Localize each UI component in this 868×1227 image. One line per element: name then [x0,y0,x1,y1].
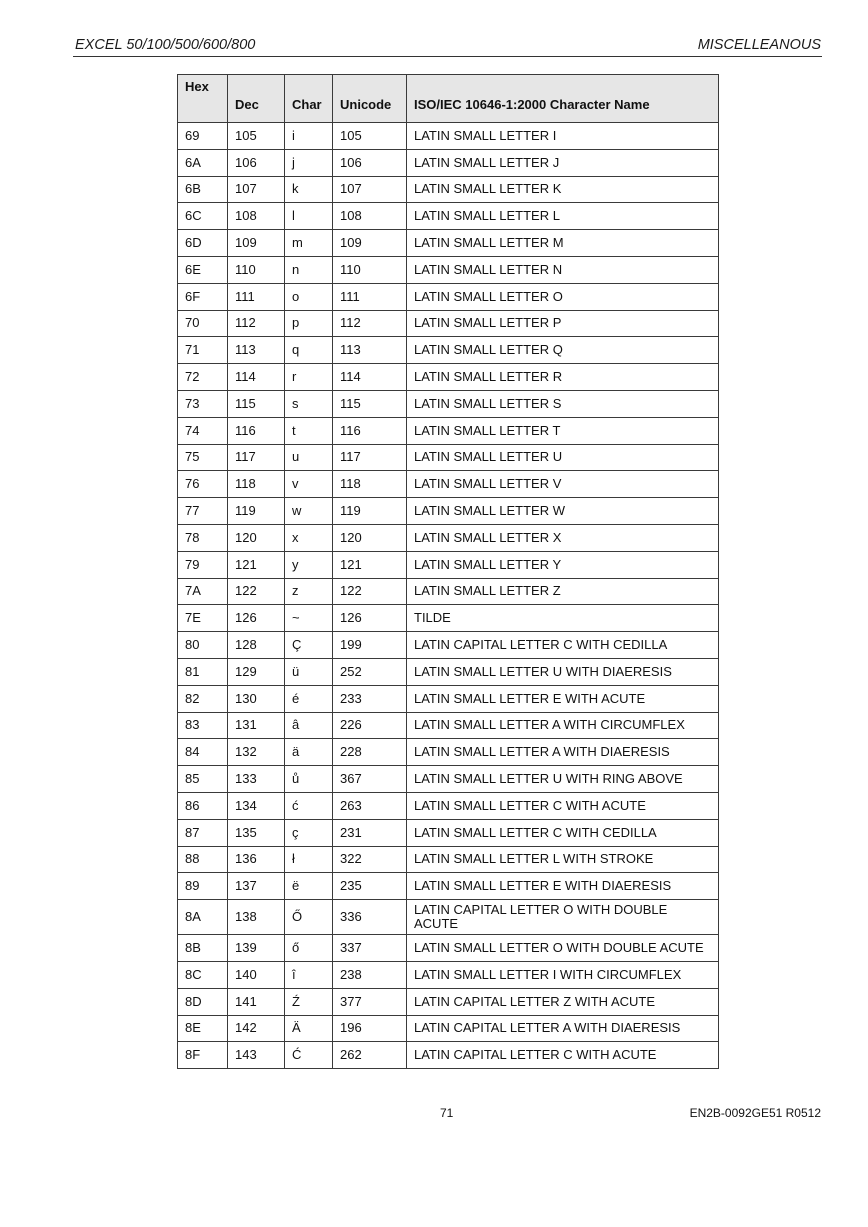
cell-hex: 6B [178,176,228,203]
cell-dec: 112 [228,310,285,337]
table-row [178,846,719,873]
cell-dec: 143 [228,1042,285,1069]
cell-name: LATIN SMALL LETTER E WITH ACUTE [407,685,719,712]
cell-unicode: 367 [333,766,407,793]
cell-hex: 80 [178,632,228,659]
table-row [178,310,719,337]
cell-name: LATIN SMALL LETTER Q [407,337,719,364]
document-id: EN2B-0092GE51 R0512 [689,1106,821,1120]
header-section-title: MISCELLEANOUS [697,37,821,53]
cell-char: â [285,712,333,739]
cell-unicode: 199 [333,632,407,659]
cell-unicode: 105 [333,123,407,150]
cell-name: LATIN SMALL LETTER Y [407,551,719,578]
cell-name: LATIN SMALL LETTER X [407,524,719,551]
column-header-dec: Dec [228,75,285,123]
cell-hex: 77 [178,498,228,525]
cell-char: j [285,149,333,176]
table-row [178,578,719,605]
cell-name: LATIN CAPITAL LETTER O WITH DOUBLE ACUTE [407,900,719,935]
cell-unicode: 196 [333,1015,407,1042]
cell-char: v [285,471,333,498]
cell-hex: 6C [178,203,228,230]
cell-name: LATIN CAPITAL LETTER C WITH CEDILLA [407,632,719,659]
column-header-unicode: Unicode [333,75,407,123]
cell-name: LATIN SMALL LETTER N [407,256,719,283]
cell-dec: 131 [228,712,285,739]
cell-name: LATIN SMALL LETTER O [407,283,719,310]
table-row [178,819,719,846]
cell-name: LATIN SMALL LETTER I WITH CIRCUMFLEX [407,961,719,988]
cell-char: ć [285,792,333,819]
cell-char: n [285,256,333,283]
table-row [178,256,719,283]
cell-name: LATIN SMALL LETTER S [407,390,719,417]
cell-unicode: 107 [333,176,407,203]
cell-hex: 72 [178,364,228,391]
cell-char: u [285,444,333,471]
table-row [178,873,719,900]
cell-hex: 6A [178,149,228,176]
table-row [178,658,719,685]
cell-unicode: 118 [333,471,407,498]
cell-dec: 137 [228,873,285,900]
table-row [178,417,719,444]
cell-name: LATIN SMALL LETTER U WITH RING ABOVE [407,766,719,793]
cell-dec: 134 [228,792,285,819]
cell-name: LATIN SMALL LETTER M [407,230,719,257]
cell-dec: 126 [228,605,285,632]
cell-dec: 136 [228,846,285,873]
character-table [177,74,719,1069]
cell-char: ~ [285,605,333,632]
cell-name: TILDE [407,605,719,632]
cell-unicode: 122 [333,578,407,605]
cell-unicode: 322 [333,846,407,873]
cell-dec: 107 [228,176,285,203]
table-row [178,230,719,257]
table-row [178,123,719,150]
cell-unicode: 262 [333,1042,407,1069]
cell-dec: 115 [228,390,285,417]
cell-hex: 8F [178,1042,228,1069]
cell-dec: 109 [228,230,285,257]
table-row [178,1042,719,1069]
cell-char: Ő [285,900,333,935]
table-row [178,712,719,739]
cell-hex: 87 [178,819,228,846]
cell-char: k [285,176,333,203]
table-row [178,685,719,712]
cell-char: s [285,390,333,417]
table-row [178,988,719,1015]
cell-char: ü [285,658,333,685]
cell-name: LATIN SMALL LETTER U WITH DIAERESIS [407,658,719,685]
cell-char: ů [285,766,333,793]
cell-dec: 129 [228,658,285,685]
cell-hex: 78 [178,524,228,551]
table-row [178,149,719,176]
cell-hex: 70 [178,310,228,337]
cell-dec: 138 [228,900,285,935]
cell-unicode: 337 [333,935,407,962]
cell-hex: 75 [178,444,228,471]
cell-hex: 8B [178,935,228,962]
cell-char: î [285,961,333,988]
table-row [178,444,719,471]
table-row [178,961,719,988]
cell-name: LATIN SMALL LETTER L WITH STROKE [407,846,719,873]
cell-dec: 135 [228,819,285,846]
cell-char: l [285,203,333,230]
cell-dec: 114 [228,364,285,391]
table-row [178,900,719,935]
cell-unicode: 117 [333,444,407,471]
cell-name: LATIN SMALL LETTER P [407,310,719,337]
cell-char: z [285,578,333,605]
cell-hex: 7A [178,578,228,605]
cell-dec: 121 [228,551,285,578]
cell-unicode: 119 [333,498,407,525]
cell-dec: 139 [228,935,285,962]
cell-hex: 82 [178,685,228,712]
table-body [178,123,719,1069]
cell-unicode: 116 [333,417,407,444]
cell-hex: 8A [178,900,228,935]
cell-char: w [285,498,333,525]
cell-unicode: 121 [333,551,407,578]
table-row [178,551,719,578]
cell-dec: 110 [228,256,285,283]
cell-hex: 8D [178,988,228,1015]
cell-dec: 122 [228,578,285,605]
cell-name: LATIN SMALL LETTER C WITH ACUTE [407,792,719,819]
cell-hex: 84 [178,739,228,766]
cell-hex: 8C [178,961,228,988]
table-header-row [178,75,719,123]
cell-name: LATIN SMALL LETTER I [407,123,719,150]
cell-hex: 86 [178,792,228,819]
cell-unicode: 115 [333,390,407,417]
cell-dec: 140 [228,961,285,988]
cell-char: ä [285,739,333,766]
cell-unicode: 377 [333,988,407,1015]
table-row [178,176,719,203]
cell-name: LATIN SMALL LETTER J [407,149,719,176]
cell-name: LATIN SMALL LETTER R [407,364,719,391]
cell-name: LATIN CAPITAL LETTER Z WITH ACUTE [407,988,719,1015]
cell-char: ł [285,846,333,873]
table-row [178,498,719,525]
column-header-hex: Hex [178,75,228,123]
cell-unicode: 233 [333,685,407,712]
cell-hex: 6D [178,230,228,257]
cell-dec: 130 [228,685,285,712]
cell-char: Ä [285,1015,333,1042]
cell-unicode: 238 [333,961,407,988]
cell-dec: 106 [228,149,285,176]
cell-name: LATIN SMALL LETTER V [407,471,719,498]
cell-unicode: 108 [333,203,407,230]
table-row [178,524,719,551]
cell-unicode: 252 [333,658,407,685]
cell-dec: 128 [228,632,285,659]
cell-name: LATIN SMALL LETTER W [407,498,719,525]
cell-char: x [285,524,333,551]
cell-name: LATIN SMALL LETTER Z [407,578,719,605]
column-header-char: Char [285,75,333,123]
cell-name: LATIN SMALL LETTER L [407,203,719,230]
cell-unicode: 263 [333,792,407,819]
cell-dec: 120 [228,524,285,551]
cell-unicode: 126 [333,605,407,632]
cell-unicode: 235 [333,873,407,900]
table-row [178,792,719,819]
cell-name: LATIN CAPITAL LETTER C WITH ACUTE [407,1042,719,1069]
cell-name: LATIN SMALL LETTER C WITH CEDILLA [407,819,719,846]
cell-hex: 74 [178,417,228,444]
table-row [178,390,719,417]
cell-unicode: 336 [333,900,407,935]
cell-hex: 79 [178,551,228,578]
cell-unicode: 112 [333,310,407,337]
cell-hex: 71 [178,337,228,364]
table-row [178,739,719,766]
cell-hex: 89 [178,873,228,900]
cell-hex: 8E [178,1015,228,1042]
cell-char: é [285,685,333,712]
cell-name: LATIN CAPITAL LETTER A WITH DIAERESIS [407,1015,719,1042]
cell-dec: 117 [228,444,285,471]
cell-char: y [285,551,333,578]
table-row [178,471,719,498]
cell-name: LATIN SMALL LETTER T [407,417,719,444]
cell-char: o [285,283,333,310]
cell-dec: 118 [228,471,285,498]
cell-hex: 7E [178,605,228,632]
cell-char: q [285,337,333,364]
cell-unicode: 110 [333,256,407,283]
cell-char: ç [285,819,333,846]
cell-name: LATIN SMALL LETTER O WITH DOUBLE ACUTE [407,935,719,962]
cell-hex: 85 [178,766,228,793]
table-row [178,337,719,364]
cell-unicode: 109 [333,230,407,257]
cell-char: Ć [285,1042,333,1069]
cell-name: LATIN SMALL LETTER K [407,176,719,203]
cell-char: p [285,310,333,337]
table-row [178,1015,719,1042]
table-row [178,632,719,659]
cell-char: ő [285,935,333,962]
cell-unicode: 106 [333,149,407,176]
cell-dec: 108 [228,203,285,230]
table-row [178,766,719,793]
cell-dec: 111 [228,283,285,310]
cell-name: LATIN SMALL LETTER E WITH DIAERESIS [407,873,719,900]
cell-unicode: 111 [333,283,407,310]
cell-char: i [285,123,333,150]
header-product-title: EXCEL 50/100/500/600/800 [75,37,256,53]
header-divider [73,56,822,57]
cell-unicode: 114 [333,364,407,391]
cell-char: r [285,364,333,391]
cell-hex: 76 [178,471,228,498]
cell-name: LATIN SMALL LETTER A WITH DIAERESIS [407,739,719,766]
cell-name: LATIN SMALL LETTER A WITH CIRCUMFLEX [407,712,719,739]
cell-unicode: 228 [333,739,407,766]
cell-dec: 105 [228,123,285,150]
cell-unicode: 113 [333,337,407,364]
cell-name: LATIN SMALL LETTER U [407,444,719,471]
cell-dec: 132 [228,739,285,766]
cell-unicode: 231 [333,819,407,846]
cell-dec: 133 [228,766,285,793]
cell-hex: 83 [178,712,228,739]
cell-hex: 6F [178,283,228,310]
page-number: 71 [440,1106,454,1120]
cell-char: m [285,230,333,257]
cell-dec: 142 [228,1015,285,1042]
cell-hex: 6E [178,256,228,283]
cell-unicode: 226 [333,712,407,739]
cell-dec: 141 [228,988,285,1015]
cell-char: Ç [285,632,333,659]
cell-dec: 119 [228,498,285,525]
cell-hex: 88 [178,846,228,873]
table-row [178,283,719,310]
cell-unicode: 120 [333,524,407,551]
table-row [178,364,719,391]
cell-char: Ź [285,988,333,1015]
cell-hex: 73 [178,390,228,417]
column-header-name: ISO/IEC 10646-1:2000 Character Name [407,75,719,123]
cell-dec: 113 [228,337,285,364]
table-row [178,605,719,632]
cell-hex: 69 [178,123,228,150]
cell-hex: 81 [178,658,228,685]
cell-dec: 116 [228,417,285,444]
cell-char: ë [285,873,333,900]
table-row [178,203,719,230]
table-row [178,935,719,962]
cell-char: t [285,417,333,444]
